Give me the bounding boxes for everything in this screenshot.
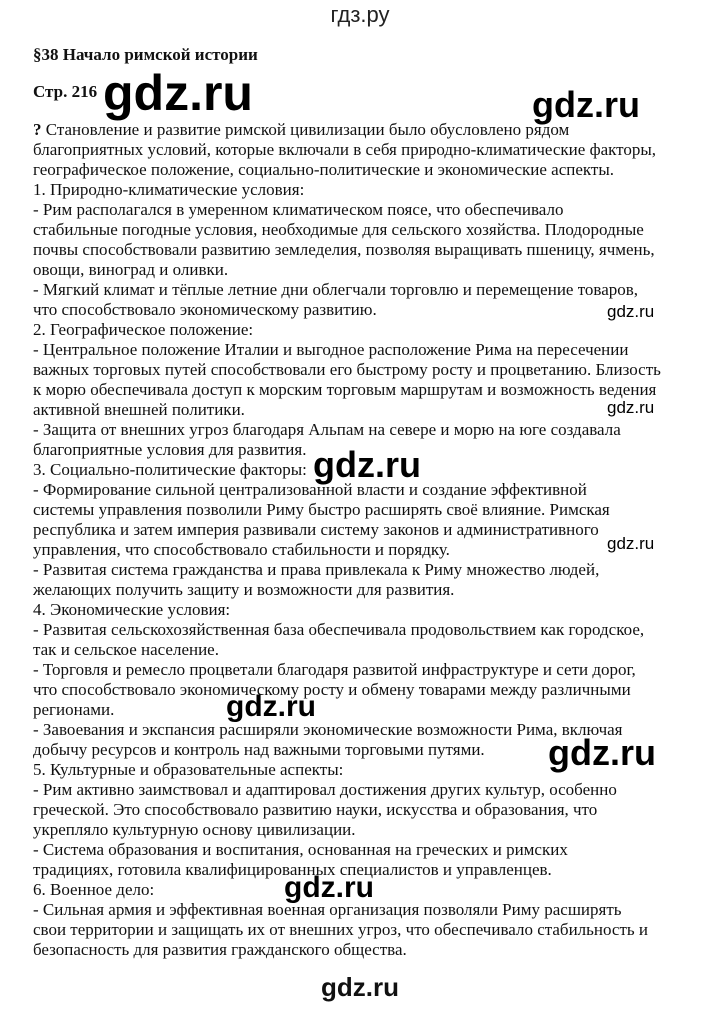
text-line: управления, что способствовало стабильности и порядку.: [33, 540, 450, 559]
text-line: овощи, виноград и оливки.: [33, 260, 229, 279]
watermark: gdz.ru: [313, 444, 421, 485]
text-line: - Развитая сельскохозяйственная база обеспечивала продовольствием как городское,: [33, 620, 645, 639]
section-heading: 3. Социально-политические факторы:: [33, 460, 307, 479]
text-line: - Система образования и воспитания, основанная на греческих и римских: [33, 840, 568, 859]
text-line: - Торговля и ремесло процветали благодаря развитой инфраструктуре и сети дорог,: [33, 660, 636, 679]
site-header: гдз.ру: [330, 2, 390, 27]
text-line: благоприятные условия для развития.: [33, 440, 307, 459]
section-heading: 2. Географическое положение:: [33, 320, 254, 339]
text-line: стабильные погодные условия, необходимые для сельского хозяйства. Плодородные: [33, 220, 644, 239]
watermark: gdz.ru: [226, 690, 316, 723]
text-line: - Мягкий климат и тёплые летние дни облегчали торговлю и перемещение товаров,: [33, 280, 639, 299]
text-line: что способствовало экономическому развитию.: [33, 300, 377, 319]
text-line: благоприятных условий, которые включали в себя природно-климатические факторы,: [33, 140, 657, 159]
answer-text: [33, 120, 693, 960]
watermark: gdz.ru: [284, 871, 374, 904]
watermark: gdz.ru: [103, 65, 253, 121]
text-line: - Защита от внешних угроз благодаря Альпам на севере и морю на юге создавала: [33, 420, 621, 439]
watermark: gdz.ru: [607, 534, 655, 553]
text-line: - Завоевания и экспансия расширяли экономические возможности Рима, включая: [33, 720, 623, 739]
text-line: активной внешней политики.: [33, 400, 245, 419]
page-number-label: Стр. 216: [33, 82, 98, 101]
section-heading: 5. Культурные и образовательные аспекты:: [33, 760, 344, 779]
text-line: регионами.: [33, 700, 115, 719]
section-heading: 1. Природно-климатические условия:: [33, 180, 305, 199]
text-line: что способствовало экономическому росту и обмену товарами между различными: [33, 680, 631, 699]
text-line: системы управления позволили Риму быстро расширять своё влияние. Римская: [33, 500, 610, 519]
text-line: - Сильная армия и эффективная военная организация позволяли Риму расширять: [33, 900, 622, 919]
text-line: ? Становление и развитие римской цивилизации было обусловлено рядом: [33, 120, 570, 139]
section-heading: 6. Военное дело:: [33, 880, 155, 899]
text-line: к морю обеспечивала доступ к морским торговым маршрутам и возможность ведения: [33, 380, 657, 399]
text-line: географическое положение, социально-политические и экономические аспекты.: [33, 160, 615, 179]
text-line: так и сельское население.: [33, 640, 219, 659]
text-line: желающих получить защиту и возможности для развития.: [33, 580, 455, 599]
text-line: свои территории и защищать их от внешних угроз, что обеспечивало стабильность и: [33, 920, 648, 939]
text-line: - Развитая система гражданства и права привлекала к Риму множество людей,: [33, 560, 600, 579]
text-line: безопасность для развития гражданского общества.: [33, 940, 407, 959]
text-line: традициях, готовила квалифицированных специалистов и управленцев.: [33, 860, 552, 879]
text-line: почвы способствовали развитию земледелия, позволяя выращивать пшеницу, ячмень,: [33, 240, 655, 259]
watermark: gdz.ru: [607, 398, 655, 417]
watermark: gdz.ru: [532, 84, 640, 125]
text-line: важных торговых путей способствовали его быстрому росту и процветанию. Близость: [33, 360, 661, 379]
text-line: греческой. Это способствовало развитию науки, искусства и образования, что: [33, 800, 598, 819]
footer-watermark: gdz.ru: [321, 972, 399, 1002]
text-line: - Формирование сильной централизованной власти и создание эффективной: [33, 480, 587, 499]
text-line: укрепляло культурную основу цивилизации.: [33, 820, 356, 839]
section-heading: 4. Экономические условия:: [33, 600, 231, 619]
text-line: - Рим располагался в умеренном климатическом поясе, что обеспечивало: [33, 200, 564, 219]
text-line: - Рим активно заимствовал и адаптировал достижения других культур, особенно: [33, 780, 617, 799]
page-title: §38 Начало римской истории: [33, 45, 258, 64]
text-line: республика и затем империя развивали систему законов и административного: [33, 520, 599, 539]
question-mark-icon: ?: [33, 120, 42, 139]
text-line: - Центральное положение Италии и выгодное расположение Рима на пересечении: [33, 340, 629, 359]
watermark: gdz.ru: [607, 302, 655, 321]
text-line: добычу ресурсов и контроль над важными торговыми путями.: [33, 740, 485, 759]
watermark: gdz.ru: [548, 732, 656, 773]
